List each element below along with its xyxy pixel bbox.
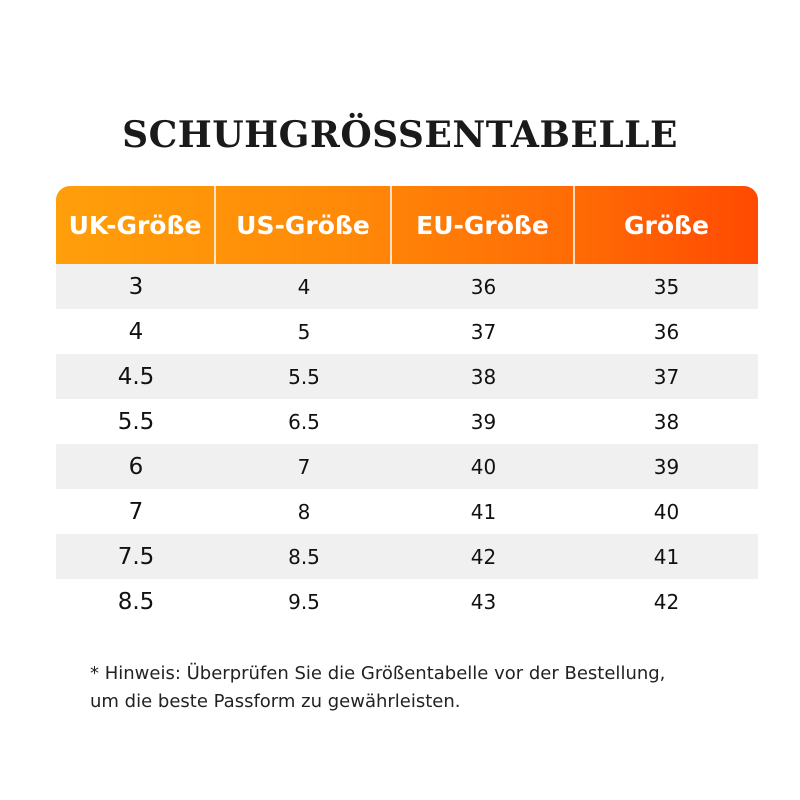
eu-size-cell: 42 bbox=[470, 544, 497, 569]
header-us-size: US-Größe bbox=[216, 186, 392, 264]
table-row bbox=[56, 309, 758, 354]
sizing-note bbox=[90, 660, 770, 716]
size-cell: 39 bbox=[653, 454, 680, 479]
table-row bbox=[56, 399, 758, 444]
size-cell: 36 bbox=[653, 319, 680, 344]
eu-size-cell: 39 bbox=[470, 409, 497, 434]
table-row bbox=[56, 444, 758, 489]
eu-size-cell: 40 bbox=[470, 454, 497, 479]
eu-size-cell: 37 bbox=[470, 319, 497, 344]
table-row bbox=[56, 354, 758, 399]
size-table bbox=[56, 186, 758, 624]
uk-size-cell: 7.5 bbox=[117, 543, 155, 570]
table-header bbox=[56, 186, 758, 264]
us-size-cell: 8.5 bbox=[288, 544, 320, 569]
sizing-note-line: * Hinweis: Überprüfen Sie die Größentabelle vor der Bestellung, bbox=[90, 663, 666, 684]
header-eu-size: EU-Größe bbox=[392, 186, 575, 264]
table-row bbox=[56, 534, 758, 579]
size-cell: 42 bbox=[653, 589, 680, 614]
eu-size-cell: 41 bbox=[470, 499, 497, 524]
table-row bbox=[56, 489, 758, 534]
us-size-cell: 5 bbox=[297, 319, 311, 344]
uk-size-cell: 8.5 bbox=[117, 588, 155, 615]
uk-size-cell: 7 bbox=[128, 498, 144, 525]
table-row bbox=[56, 264, 758, 309]
header-size: Größe bbox=[624, 210, 709, 240]
header-uk-size: UK-Größe bbox=[56, 186, 216, 264]
table-body bbox=[56, 264, 758, 624]
us-size-cell: 9.5 bbox=[288, 589, 320, 614]
eu-size-cell: 38 bbox=[470, 364, 497, 389]
sizing-note-line: um die beste Passform zu gewährleisten. bbox=[90, 691, 461, 712]
uk-size-cell: 4 bbox=[128, 318, 144, 345]
size-cell: 37 bbox=[653, 364, 680, 389]
uk-size-cell: 3 bbox=[128, 273, 144, 300]
size-cell: 35 bbox=[653, 274, 680, 299]
uk-size-cell: 5.5 bbox=[117, 408, 155, 435]
us-size-cell: 7 bbox=[297, 454, 311, 479]
eu-size-cell: 36 bbox=[470, 274, 497, 299]
eu-size-cell: 43 bbox=[470, 589, 497, 614]
page-title: SCHUHGRÖSSENTABELLE bbox=[122, 114, 678, 156]
us-size-cell: 8 bbox=[297, 499, 311, 524]
us-size-cell: 6.5 bbox=[288, 409, 320, 434]
uk-size-cell: 6 bbox=[128, 453, 144, 480]
size-cell: 38 bbox=[653, 409, 680, 434]
size-cell: 41 bbox=[653, 544, 680, 569]
us-size-cell: 5.5 bbox=[288, 364, 320, 389]
table-row bbox=[56, 579, 758, 624]
us-size-cell: 4 bbox=[297, 274, 311, 299]
size-cell: 40 bbox=[653, 499, 680, 524]
uk-size-cell: 4.5 bbox=[117, 363, 155, 390]
